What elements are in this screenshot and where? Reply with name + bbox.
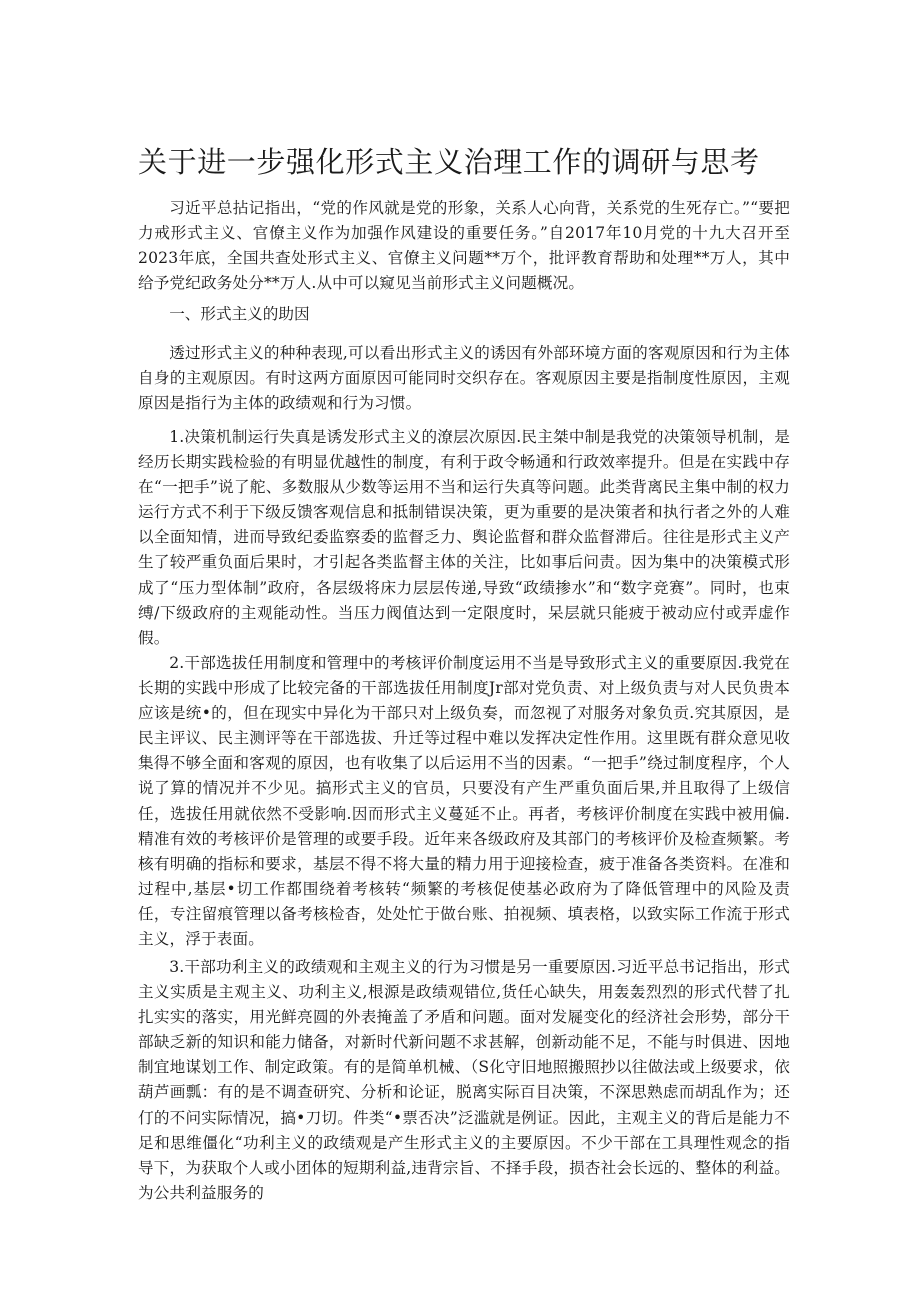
section-heading: 一、形式主义的助因 <box>169 305 310 323</box>
point-3-paragraph: 3.干部功利主义的政绩观和主观主义的行为习惯是另一重要原因.习近平总书记指出，形式主义实质是主观主义、功利主义,根源是政绩观错位,货任心缺失，用轰轰烈烈的形式代替了扎扎实实的落实，用光鲜亮圆的外表掩盖了矛盾和问题。面对发屣变化的经济社会形势，部分干部缺乏新的知识和能力储备，对新时代新问题不求甚解，创新动能不足，不能与时俱进、因地制宜地谋划工作、制定政策。有的是简单机械、（S化守旧地照搬照抄以往做法或上级要求，依葫芦画瓢：有的是不调查研究、分析和论证，脱离实际百目决策，不深思熟虑而胡乱作为；还仃的不问实际情况，搞•刀切。件类“•票否决”泛滥就是例证。因此，主观主义的背后是能力不足和思维僵化“功利主义的政绩观是产生形式主义的主要原因。不少干部在工具理性观念的指导下，为获取个人或小团体的短期利益,违背宗旨、不择手段，损杏社会长远的、整体的利益。为公共利益服务的 <box>138 958 790 1202</box>
point-1-paragraph: 1.决策机制运行失真是诱发形式主义的潦层次原因.民主桀中制是我党的决策领导机制，是经历长期实践检验的有明显优越性的制度，有利于政令畅通和行政效率提升。但是在实践中存在“一把手”说了舵、多数服从少数等运用不当和运行失真等问题。此类背离民主集中制的权力运行方式不利于下级反馈客观信息和抵制错误决策，更为重要的是决策者和执行者之外的人难以全面知情，进而导致纪委监察委的监督乏力、舆论监督和群众监督滞后。往往是形式主义产生了较严重负面后果时，才引起各类监督主体的关注，比如事后问责。因为集中的决策模式形成了“压力型体制”政府，各层级将床力层层传递,导致“政绩掺水”和“数字竞赛”。同时，也束缚/下级政府的主观能动性。当压力阀值达到一定限度时，呆层就只能疲于被动应付或弄虚作假。 <box>138 428 790 647</box>
document-title: 关于进一步强化形式主义治理工作的调研与思考 <box>138 145 760 179</box>
intro-paragraph: 习近平总拈记指出，“党的作风就是党的形象，关系人心向背，关系党的生死存亡。”“要把力戒形式主义、官僚主义作为加强作风建设的重要任务。”自2017年10月党的十九大召开至2023年底，全国共查处形式主义、官僚主义问题**万个，批评教育帮助和处理**万人，其中给予党纪政务处分**万人.从中可以窥见当前形式主义问题概况。 <box>138 199 790 293</box>
point-2-paragraph: 2.干部选拔任用制度和管理中的考核评价制度运用不当是导致形式主义的重要原因.我党在长期的实践中形成了比较完备的干部选拔任用制度Jr部对党负责、对上级负责与对人民负贵本应该是统•的，但在现实中异化为干部只对上级负奏，而忽视了对服务对象负贡.究其原因，是民主评议、民主测评等在干部选拔、升迁等过程中难以发挥决定性作用。这里既有群众意见收集得不够全面和客观的原因，也有收集了以后运用不当的因素。“一把手”绕过制度程序，个人说了算的情况并不少见。搞形式主义的官员，只要没有产生严重负面后果,并且取得了上级信任，选拔任用就依然不受影响.因而形式主义蔓延不止。再者，考核评价制度在实践中被用偏.精准有效的考核评价是管理的或要手段。近年来各级政府及其部门的考核评价及检查频繁。考核有明确的指标和要求，基层不得不将大量的精力用于迎接检查，疲于准备各类资料。在准和过程中,基层•切工作都围绕着考核转“频繁的考核促使基必政府为了降低管理中的风险及责任，专注留痕管理以备考核检杳，处处忙于做台账、拍视频、填表格，以致实际工作流于形式主义，浮于表面。 <box>138 654 790 949</box>
section-overview-paragraph: 透过形式主义的种种表现,可以看出形式主义的诱因有外部环境方面的客观原因和行为主体自身的主观原因。有时这两方面原因可能同时交织存在。客观原因主要是指制度性原因，主观原因是指行为主体的政绩观和行为习惯。 <box>138 344 790 413</box>
